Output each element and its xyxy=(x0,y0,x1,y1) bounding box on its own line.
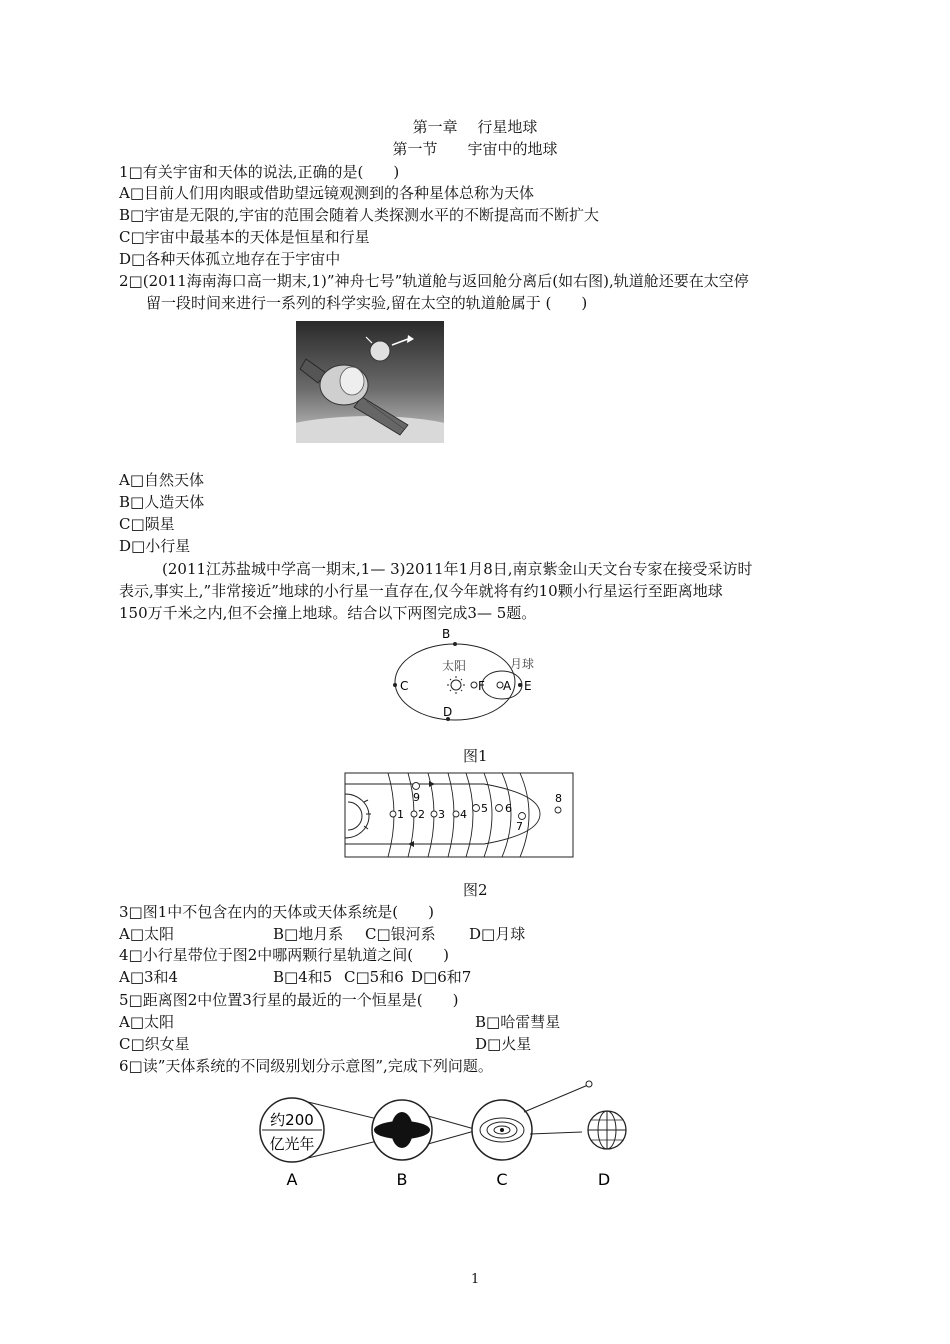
page-number: 1 xyxy=(471,1272,480,1287)
fig1-label-d: D xyxy=(443,705,453,719)
fig2-planet-1: 1 xyxy=(397,808,404,821)
q1-option-b: B□宇宙是无限的,宇宙的范围会随着人类探测水平的不断提高而不断扩大 xyxy=(119,206,599,224)
fig3-label-b: B xyxy=(396,1170,408,1189)
q5-option-b: B□哈雷彗星 xyxy=(475,1013,561,1031)
fig1-label-f: F xyxy=(478,679,485,693)
q4-option-d: D□6和7 xyxy=(411,968,472,986)
q2-stem-line2: 留一段时间来进行一系列的科学实验,留在太空的轨道舱属于 ( ) xyxy=(146,294,588,312)
fig1-label-a: A xyxy=(503,679,512,693)
figure-1-caption: 图1 xyxy=(463,747,488,765)
q4-stem: 4□小行星带位于图2中哪两颗行星轨道之间( ) xyxy=(119,946,449,964)
q3-option-a: A□太阳 xyxy=(119,925,175,943)
fig1-label-c: C xyxy=(400,679,409,693)
q4-option-c: C□5和6 xyxy=(344,968,404,986)
fig2-planet-3: 3 xyxy=(438,808,445,821)
fig3-label-a: A xyxy=(286,1170,298,1189)
q5-option-a: A□太阳 xyxy=(119,1013,175,1031)
figure-3-celestial-systems xyxy=(252,1078,632,1190)
passage-line1: (2011江苏盐城中学高一期末,1— 3)2011年1月8日,南京紫金山天文台专家在接受采访时 xyxy=(162,560,753,578)
fig3-label-c: C xyxy=(496,1170,508,1189)
fig1-label-sun: 太阳 xyxy=(442,659,467,673)
chapter-title: 第一章 行星地球 xyxy=(412,118,538,136)
fig3-label-d: D xyxy=(597,1170,611,1189)
q5-stem: 5□距离图2中位置3行星的最近的一个恒星是( ) xyxy=(119,991,459,1009)
q3-option-b: B□地月系 xyxy=(273,925,344,943)
q4-option-a: A□3和4 xyxy=(119,968,179,986)
q2-option-c: C□陨星 xyxy=(119,515,175,533)
q1-option-a: A□目前人们用肉眼或借助望远镜观测到的各种星体总称为天体 xyxy=(119,184,535,202)
fig1-label-e: E xyxy=(524,679,532,693)
fig2-planet-4: 4 xyxy=(460,808,467,821)
fig2-planet-8: 8 xyxy=(555,792,562,805)
q3-option-d: D□月球 xyxy=(469,925,526,943)
q5-option-c: C□织女星 xyxy=(119,1035,190,1053)
q4-option-b: B□4和5 xyxy=(273,968,333,986)
q5-option-d: D□火星 xyxy=(475,1035,532,1053)
fig3-circle-text-2: 亿光年 xyxy=(269,1135,315,1153)
fig2-planet-9: 9 xyxy=(413,791,420,804)
figure-2-caption: 图2 xyxy=(463,881,488,899)
q3-option-c: C□银河系 xyxy=(365,925,436,943)
fig3-circle-text-1: 约200 xyxy=(270,1111,314,1129)
fig2-planet-7: 7 xyxy=(516,820,523,833)
q1-option-d: D□各种天体孤立地存在于宇宙中 xyxy=(119,250,341,268)
q1-stem: 1□有关宇宙和天体的说法,正确的是( ) xyxy=(119,163,400,181)
q3-stem: 3□图1中不包含在内的天体或天体系统是( ) xyxy=(119,903,434,921)
q2-stem-line1: 2□(2011海南海口高一期末,1)”神舟七号”轨道舱与返回舱分离后(如右图),轨道舱还要在太空停 xyxy=(119,272,749,290)
passage-line2: 表示,事实上,”非常接近”地球的小行星一直存在,仅今年就将有约10颗小行星运行至距离地球 xyxy=(119,582,723,600)
q2-option-b: B□人造天体 xyxy=(119,493,205,511)
figure-2-solar-system xyxy=(344,772,574,858)
fig1-label-moon: 月球 xyxy=(510,657,535,671)
section-title: 第一节 宇宙中的地球 xyxy=(392,140,558,158)
q6-stem: 6□读”天体系统的不同级别划分示意图”,完成下列问题。 xyxy=(119,1057,493,1075)
q2-option-d: D□小行星 xyxy=(119,537,191,555)
q2-option-a: A□自然天体 xyxy=(119,471,205,489)
figure-1-orbit-diagram xyxy=(390,624,550,726)
q1-option-c: C□宇宙中最基本的天体是恒星和行星 xyxy=(119,228,370,246)
fig2-planet-5: 5 xyxy=(481,802,488,815)
passage-line3: 150万千米之内,但不会撞上地球。结合以下两图完成3— 5题。 xyxy=(119,604,537,622)
spacecraft-photo xyxy=(296,321,444,443)
fig2-planet-6: 6 xyxy=(505,802,512,815)
fig2-planet-2: 2 xyxy=(418,808,425,821)
fig1-label-b: B xyxy=(442,627,451,641)
